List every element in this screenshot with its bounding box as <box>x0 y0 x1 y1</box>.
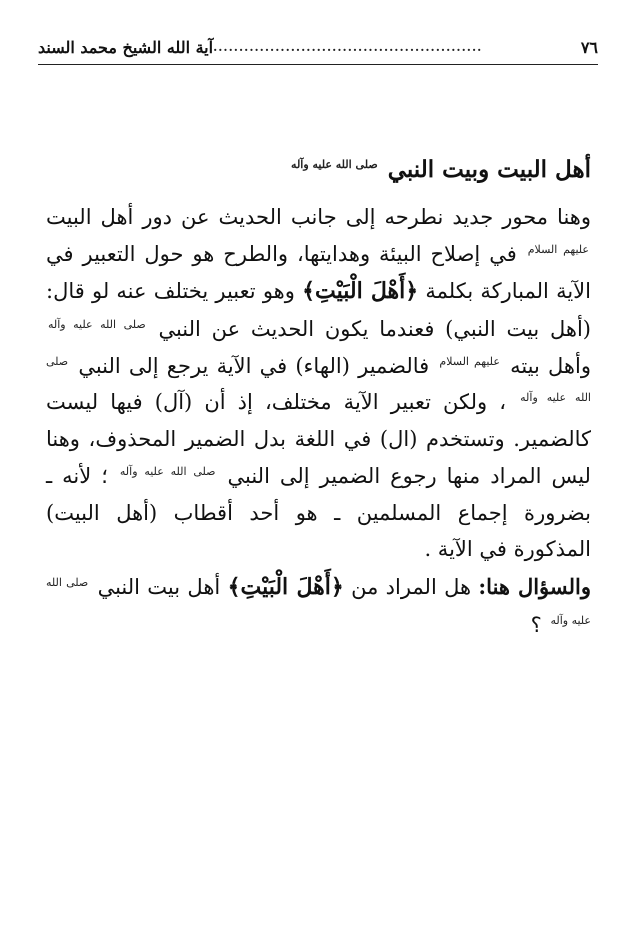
question-part-b: أهل بيت النبي <box>97 575 221 600</box>
heading-text: أهل البيت وبيت النبي <box>387 156 591 183</box>
p1-part-f: ، ولكن تعبير الآية مختلف، إذ أن (آل) فيها ليست كالضمير. وتستخدم (ال) في اللغة بدل الضمير المحذوف، وهنا ليس المراد منها رجوع الضمير إلى النبي <box>46 390 591 488</box>
running-title <box>38 37 483 57</box>
question-part-a: هل المراد من <box>351 575 472 600</box>
ahlulbayt-honorific-icon: عليهم السلام <box>439 354 500 368</box>
quran-term: ﴿أَهْلَ الْبَيْتِ﴾ <box>302 278 419 305</box>
prophet-honorific-icon: صلى الله عليه وآله <box>291 158 378 172</box>
prophet-honorific-icon: صلى الله عليه وآله <box>119 464 216 478</box>
body-paragraph <box>46 199 591 644</box>
page-header <box>38 30 598 65</box>
paragraph-text <box>46 199 591 568</box>
p1-part-e: فالضمير (الهاء) في الآية يرجع إلى النبي <box>78 353 430 378</box>
p1-part-a: وهنا محور جديد نطرحه إلى جانب الحديث عن دور أهل البيت <box>46 204 591 229</box>
quran-term: ﴿أَهْلَ الْبَيْتِ﴾ <box>227 574 344 601</box>
dot-leader: .................................................... <box>213 40 483 54</box>
ahlulbayt-honorific-icon: عليهم السلام <box>527 242 589 256</box>
prophet-honorific-icon: صلى الله عليه وآله <box>46 576 591 627</box>
section-heading <box>46 152 591 189</box>
p1-part-b: في إصلاح البيئة وهدايتها، والطرح هو حول التعبير في الآية المباركة بكلمة <box>46 241 591 304</box>
page-body <box>46 152 591 643</box>
question-paragraph <box>46 568 591 643</box>
p1-part-d: وأهل بيته <box>510 353 591 378</box>
question-part-c: ؟ <box>530 612 542 637</box>
prophet-honorific-icon: صلى الله عليه وآله <box>46 354 591 405</box>
page-number: ٧٦ <box>580 37 598 57</box>
p1-part-g: ؛ لأنه ـ بضرورة إجماع المسلمين ـ هو أحد أقطاب (أهل البيت) المذكورة في الآية . <box>46 463 591 562</box>
question-lead: والسؤال هنا: <box>478 574 591 600</box>
prophet-honorific-icon: صلى الله عليه وآله <box>48 317 146 331</box>
p1-part-c: وهو تعبير يختلف عنه لو قال: (أهل بيت النبي) فعندما يكون الحديث عن النبي <box>46 279 591 341</box>
author-name: آية الله الشيخ محمد السند <box>38 37 214 57</box>
